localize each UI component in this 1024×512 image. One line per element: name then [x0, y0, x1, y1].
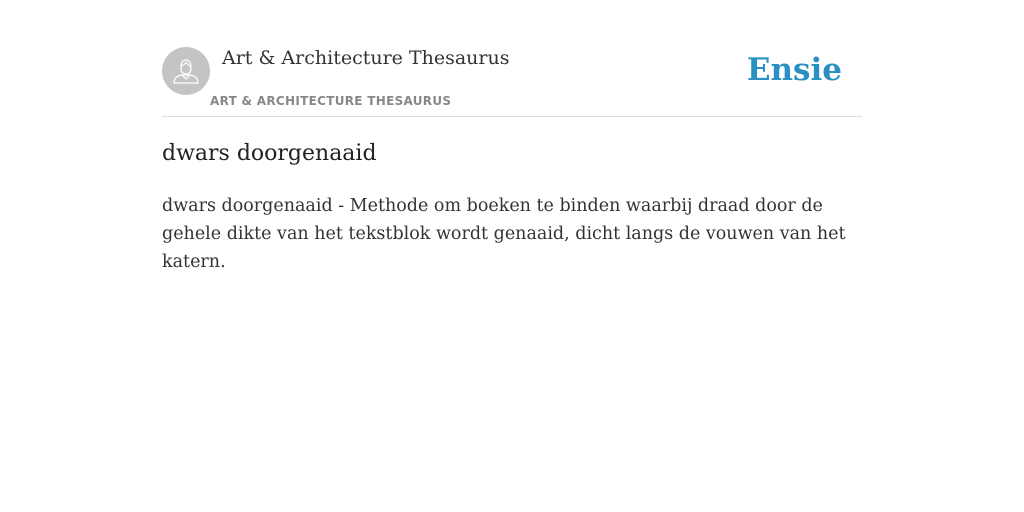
avatar[interactable] [162, 47, 210, 95]
author-name[interactable]: Art & Architecture Thesaurus [222, 47, 510, 69]
entry-title: dwars doorgenaaid [162, 141, 377, 166]
author-subtitle: ART & ARCHITECTURE THESAURUS [210, 94, 452, 108]
header [162, 0, 862, 117]
brand-logo[interactable]: Ensie [746, 52, 842, 88]
entry-body: dwars doorgenaaid - Methode om boeken te binden waarbij draad door de gehele dikte van het tekstblok wordt genaaid, dicht langs de vouwen van het katern. [162, 196, 846, 272]
user-icon [171, 56, 201, 86]
